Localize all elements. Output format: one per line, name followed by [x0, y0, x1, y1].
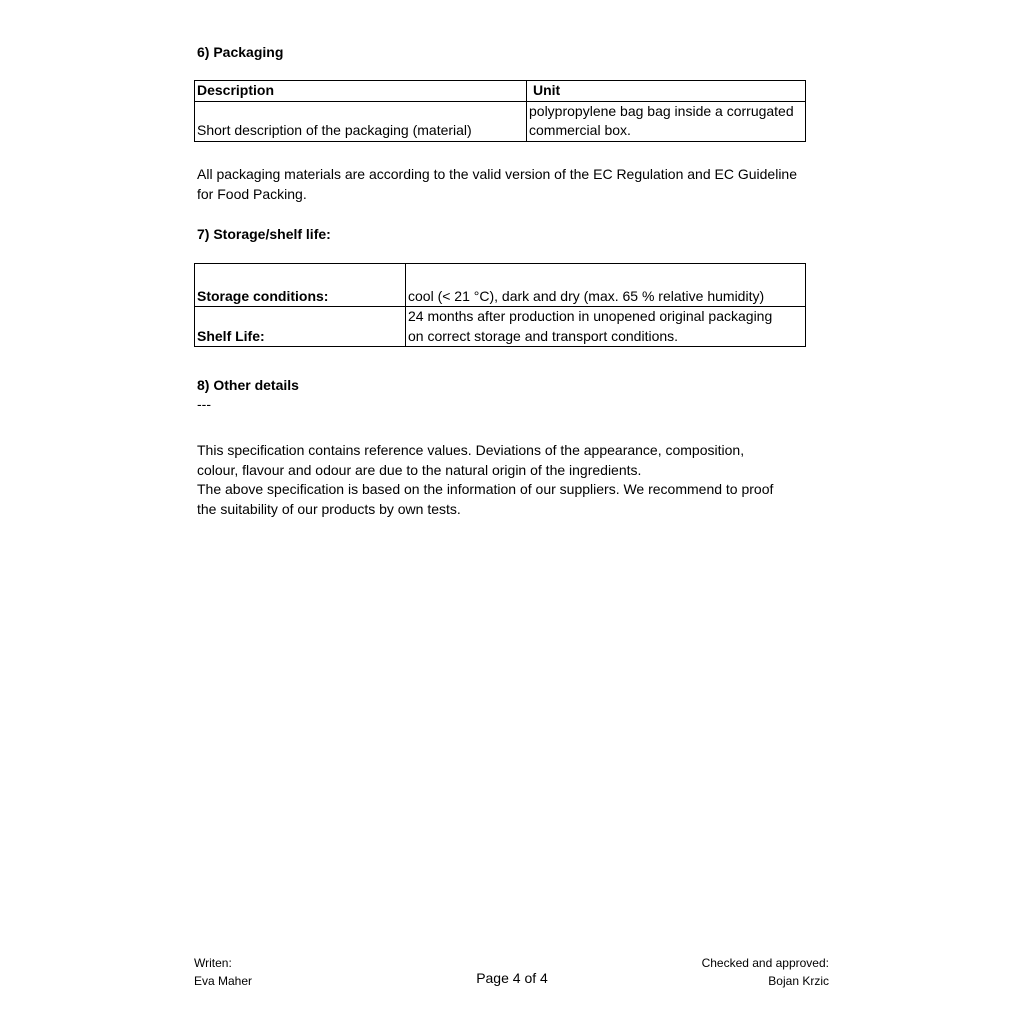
- footer-checked-label: Checked and approved:: [701, 956, 829, 970]
- disclaimer-line: the suitability of our products by own tests.: [197, 500, 461, 517]
- other-details-value: ---: [197, 396, 211, 412]
- disclaimer-text: [197, 441, 809, 519]
- footer-checked: [702, 954, 829, 990]
- shelf-life-value: [406, 307, 806, 347]
- footer-written-name: Eva Maher: [194, 974, 253, 988]
- footer-checked-name: Bojan Krzic: [768, 974, 829, 988]
- section-heading-other: 8) Other details: [197, 377, 299, 393]
- packaging-description-label: Short description of the packaging (material): [195, 101, 527, 141]
- section-heading-storage: 7) Storage/shelf life:: [197, 226, 331, 242]
- table-header-description: Description: [195, 81, 527, 102]
- packaging-note-line: All packaging materials are according to the valid version of the EC Regulation and EC Guideline: [197, 166, 798, 182]
- packaging-note: [197, 165, 809, 204]
- shelf-life-value-line: on correct storage and transport conditions.: [408, 327, 679, 344]
- page-number: Page 4 of 4: [476, 970, 548, 986]
- table-row: [195, 101, 806, 141]
- shelf-life-value-line: 24 months after production in unopened original packaging: [408, 308, 773, 324]
- storage-conditions-label: Storage conditions:: [195, 264, 406, 307]
- disclaimer-line: This specification contains reference values. Deviations of the appearance, composition,: [197, 442, 745, 458]
- storage-table: [194, 263, 806, 347]
- section-heading-packaging: 6) Packaging: [197, 44, 284, 60]
- packaging-value-line: commercial box.: [529, 122, 631, 138]
- packaging-value-line: polypropylene bag bag inside a corrugated: [529, 102, 794, 119]
- storage-conditions-value: cool (< 21 °C), dark and dry (max. 65 % relative humidity): [406, 264, 806, 307]
- table-header-unit: Unit: [527, 81, 806, 102]
- table-header-row: [195, 81, 806, 102]
- disclaimer-line: colour, flavour and odour are due to the natural origin of the ingredients.: [197, 461, 642, 478]
- table-row: [195, 307, 806, 347]
- packaging-note-line: for Food Packing.: [197, 185, 307, 202]
- disclaimer-line: The above specification is based on the information of our suppliers. We recommend to proof: [197, 481, 774, 497]
- shelf-life-label: Shelf Life:: [195, 307, 406, 347]
- packaging-table: [194, 80, 806, 142]
- table-row: [195, 264, 806, 307]
- packaging-description-value: [527, 101, 806, 141]
- footer-written-label: Writen:: [194, 956, 232, 970]
